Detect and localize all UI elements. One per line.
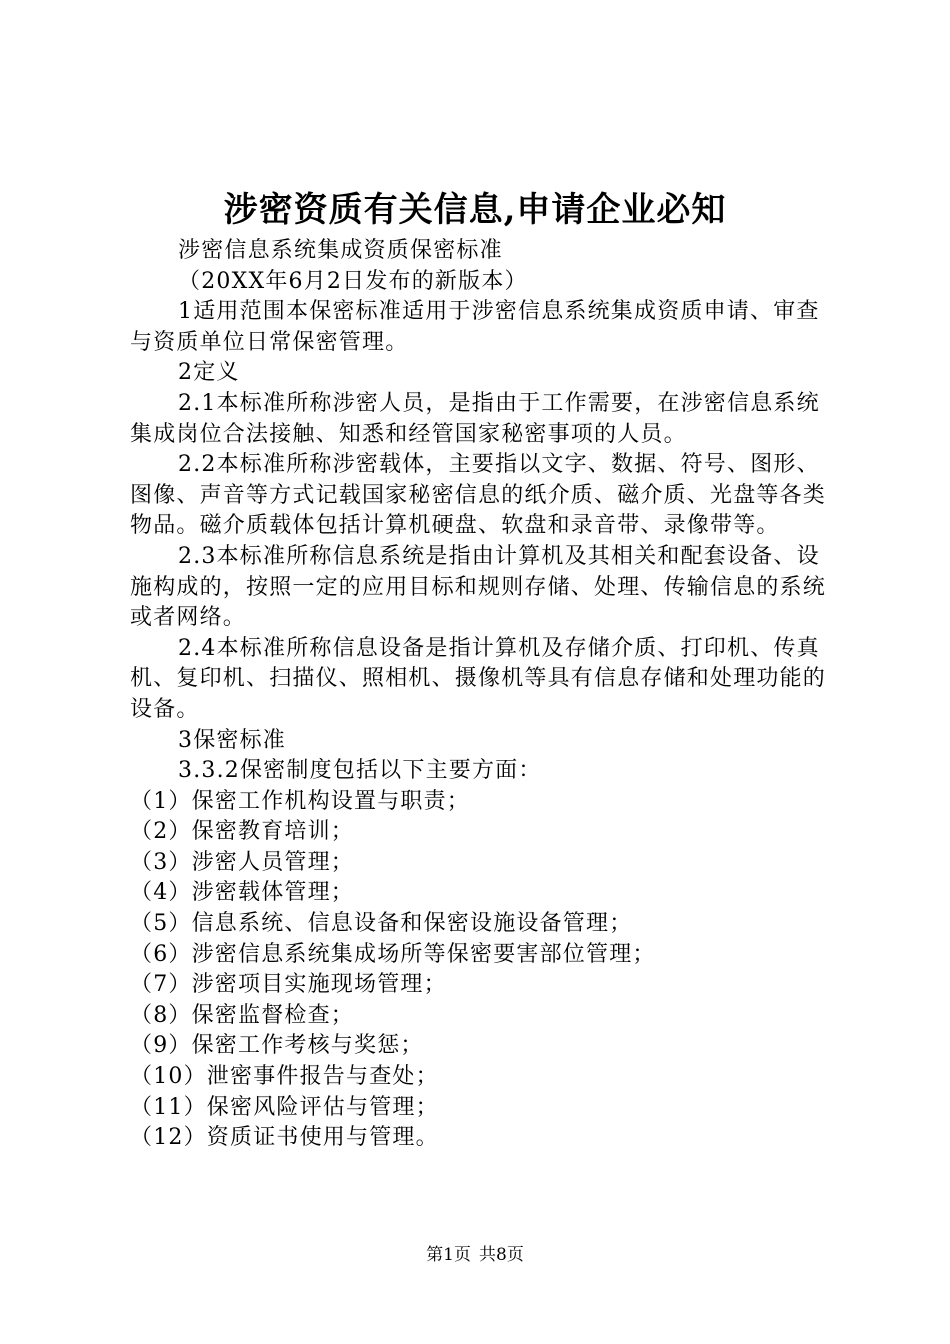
list-item: （3）涉密人员管理； [130,849,354,875]
section-scope: 1适用范围本保密标准适用于涉密信息系统集成资质申请、审查与资质单位日常保密管理。 [130,299,820,355]
list-item: （9）保密工作考核与奖惩； [130,1033,424,1059]
section-definitions-heading: 2定义 [178,360,240,386]
clause-3-3-2: 3.3.2保密制度包括以下主要方面： [178,758,542,784]
list-item: （1）保密工作机构设置与职责； [130,788,470,814]
standard-name: 涉密信息系统集成资质保密标准 [178,238,503,263]
definition-2-1: 2.1本标准所称涉密人员，是指由于工作需要，在涉密信息系统集成岗位合法接触、知悉和经管国家秘密事项的人员。 [130,390,820,447]
list-item: （8）保密监督检查； [130,1002,354,1028]
page-footer [0,1244,950,1266]
section-standards-heading: 3保密标准 [178,727,286,753]
list-item: （12）资质证书使用与管理。 [130,1125,439,1151]
list-item: （11）保密风险评估与管理； [130,1094,439,1120]
page-total: 共8页 [479,1245,524,1265]
definition-2-4: 2.4本标准所称信息设备是指计算机及存储介质、打印机、传真机、复印机、扫描仪、照相机、摄像机等具有信息存储和处理功能的设备。 [130,635,827,722]
release-note: （20XX年6月2日发布的新版本） [178,268,528,294]
list-item: （4）涉密载体管理； [130,880,354,906]
list-item: （6）涉密信息系统集成场所等保密要害部位管理； [130,941,656,967]
definition-2-3: 2.3本标准所称信息系统是指由计算机及其相关和配套设备、设施构成的，按照一定的应用目标和规则存储、处理、传输信息的系统或者网络。 [130,543,827,631]
list-item: （7）涉密项目实施现场管理； [130,972,447,998]
list-item: （5）信息系统、信息设备和保密设施设备管理； [130,911,633,937]
definition-2-2: 2.2本标准所称涉密载体，主要指以文字、数据、符号、图形、图像、声音等方式记载国家秘密信息的纸介质、磁介质、光盘等各类物品。磁介质载体包括计算机硬盘、软盘和录音带、录像带等。 [130,452,827,539]
page-number: 第1页 [426,1245,471,1265]
list-item: （2）保密教育培训； [130,819,354,845]
document-body [130,236,835,1154]
list-item: （10）泄密事件报告与查处； [130,1064,439,1090]
document-title: 涉密资质有关信息,申请企业必知 [223,190,727,230]
